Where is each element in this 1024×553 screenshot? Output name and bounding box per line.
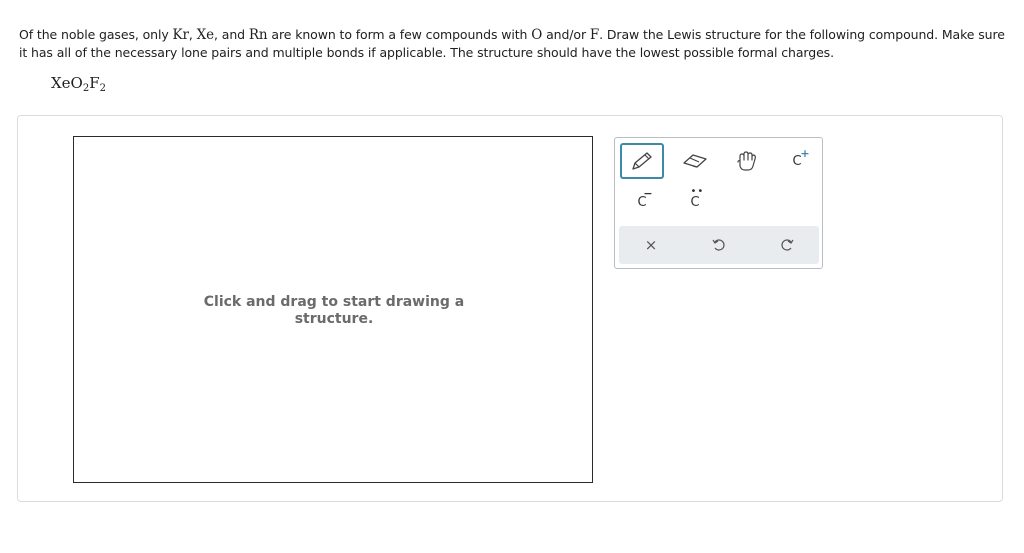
move-tool[interactable] [725,143,769,179]
charge-label: + [800,146,810,160]
action-bar [619,226,819,264]
pencil-icon [629,150,655,172]
element-xe: Xe [196,27,215,43]
carbon-plus-icon [792,146,810,169]
drawing-toolbox [614,137,823,269]
question-text-part: are known to form a few compounds with [267,27,532,42]
redo-icon [780,238,794,252]
close-icon: × [644,236,658,254]
element-rn: Rn [248,27,268,43]
negative-charge-tool[interactable] [620,184,664,220]
hand-icon [735,150,759,172]
canvas-hint-line: Click and drag to start drawing a [203,294,465,310]
formula-subscript: 2 [82,83,90,94]
redo-button[interactable] [765,227,809,263]
element-kr: Kr [172,27,189,43]
eraser-icon [681,151,709,171]
canvas-hint [74,294,594,328]
atom-label: C [637,194,647,210]
undo-button[interactable] [697,227,741,263]
formula-subscript: 2 [99,83,107,94]
drawing-canvas[interactable] [73,136,593,483]
lone-pair-tool[interactable] [673,184,717,220]
question-text-part: , [188,27,197,42]
pencil-tool[interactable] [620,143,664,179]
canvas-hint-line: structure. [294,311,374,327]
positive-charge-tool[interactable] [775,143,819,179]
element-o: O [531,27,543,43]
eraser-tool[interactable] [673,143,717,179]
atom-label: C [690,194,700,210]
formula-xeo: XeO [51,74,83,92]
undo-icon [712,238,726,252]
question-text-part: Of the noble gases, only [19,27,173,42]
question-text-part: and/or [542,27,590,42]
question-text [19,26,1009,61]
clear-button[interactable] [629,227,673,263]
charge-label: − [643,186,653,200]
question-text-part: , and [214,27,249,42]
compound-formula [51,74,106,94]
carbon-lone-pair-icon: •• C [690,185,705,210]
question-text-part: . Draw the Lewis structure for the following compound. Make sure it has all of the necessary lone pairs and multiple bonds if applicable. The structure should have the lowest possible formal charges. [19,27,1005,60]
atom-label: C [792,153,802,169]
carbon-minus-icon [637,186,653,210]
formula-f: F [89,74,100,92]
element-f: F [589,27,600,43]
